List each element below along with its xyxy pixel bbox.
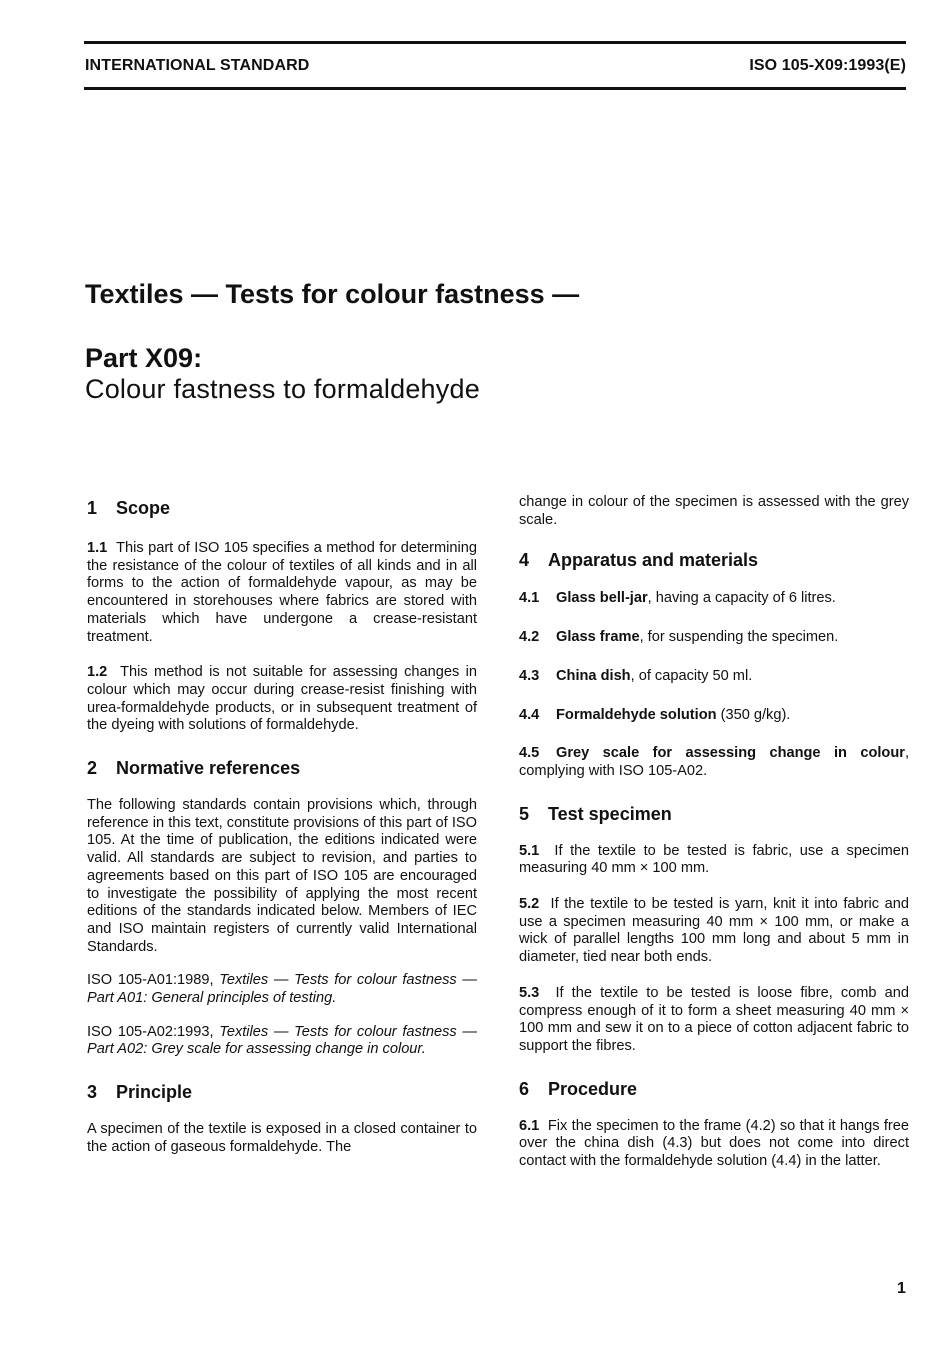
right-column [519,494,909,1171]
clause-5-1: 5.1 If the textile to be tested is fabric, use a specimen measuring 40 mm × 100 mm. [519,842,910,877]
section-2-intro: The following standards contain provisions which, through reference in this text, constitute provisions of this part of ISO 105. At the time of publication, the editions indicated were valid. All standards are subject to revision, and parties to agreements based on this part of ISO 105 are encouraged to investigate the possibility of applying the most recent editions of the standards indicated below. Members of IEC and ISO maintain registers of currently valid International Standards. [87,797,477,955]
header-bottom-rule [84,87,906,90]
left-column [87,492,477,1157]
clause-4-2: 4.2 Glass frame, for suspending the specimen. [519,629,839,646]
clause-5-3: 5.3 If the textile to be tested is loose fibre, comb and compress enough of it to form a sheet measuring 40 mm × 100 mm and sew it on to a piece of cotton adjacent fabric to support the fibres. [519,984,909,1054]
header-top-rule [84,41,906,44]
reference-1: ISO 105-A01:1989, Textiles — Tests for colour fastness — Part A01: General principles of testing. [87,972,477,1007]
section-1-heading: 1 Scope [87,498,171,518]
clause-6-1: 6.1 Fix the specimen to the frame (4.2) so that it hangs free over the china dish (4.3) but does not come into direct contact with the formaldehyde solution (4.4) in the latter. [519,1117,910,1170]
section-6-heading: 6 Procedure [519,1078,638,1099]
title-line-1: Textiles — Tests for colour fastness — [85,279,580,309]
section-4-heading: 4 Apparatus and materials [519,550,759,571]
title-line-3: Colour fastness to formaldehyde [85,374,480,404]
reference-2: ISO 105-A02:1993, Textiles — Tests for colour fastness — Part A02: Grey scale for assessing change in colour. [87,1023,477,1058]
clause-4-5: 4.5 Grey scale for assessing change in colour, complying with ISO 105-A02. [519,745,909,779]
section-3-heading: 3 Principle [87,1082,193,1103]
clause-1-1: 1.1 This part of ISO 105 specifies a method for determining the resistance of the colour of textiles of all kinds and in all forms to the action of formaldehyde vapour, as may be encountered in storehouses where fabrics are stored with materials which have undergone a crease-resistant treatment. [87,540,477,645]
clause-5-2: 5.2 If the textile to be tested is yarn, knit it into fabric and use a specimen measuring 40 mm × 100 mm, or make a wick of parallel lengths 100 mm long and about 5 mm in diameter, tied near both ends. [519,896,910,966]
clause-1-2: 1.2 This method is not suitable for assessing changes in colour which may occur during crease-resist finishing with urea-formaldehyde products, or in subsequent treatment of the dyeing with solutions of formaldehyde. [87,664,477,734]
clause-4-4: 4.4 Formaldehyde solution (350 g/kg). [519,706,791,723]
section-3-text-end: change in colour of the specimen is assessed with the grey scale. [519,494,909,528]
page-number: 1 [897,1280,906,1297]
header-right: ISO 105-X09:1993(E) [749,57,906,74]
section-5-heading: 5 Test specimen [519,803,672,824]
section-3-text-start: A specimen of the textile is exposed in a closed container to the action of gaseous formaldehyde. The [87,1121,477,1155]
clause-4-3: 4.3 China dish, of capacity 50 ml. [519,667,753,684]
header-left: INTERNATIONAL STANDARD [85,57,310,74]
clause-4-1: 4.1 Glass bell-jar, having a capacity of 6 litres. [519,590,836,607]
title-line-2: Part X09: [85,343,203,373]
section-2-heading: 2 Normative references [87,758,301,779]
